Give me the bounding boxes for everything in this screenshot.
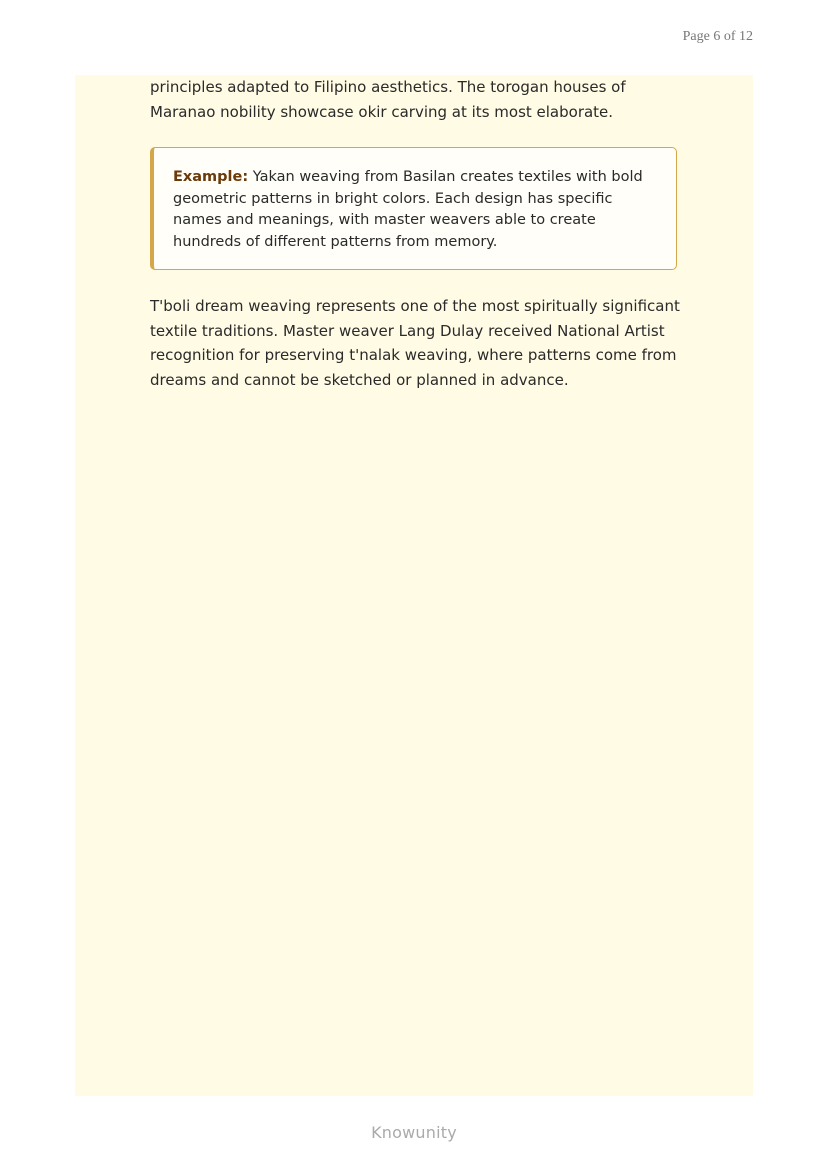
example-callout (150, 147, 677, 270)
closing-paragraph: T'boli dream weaving represents one of the most spiritually significant textile traditions. Master weaver Lang Dulay received National Artist recognition for preserving t'nalak weaving, where patterns come from dreams and cannot be sketched or planned in advance. (150, 297, 680, 389)
example-text: Yakan weaving from Basilan creates textiles with bold geometric patterns in bright colors. Each design has specific names and meanings, with master weavers able to create hundreds of different patterns from memory. (173, 169, 643, 251)
page-number: Page 6 of 12 (682, 29, 753, 44)
footer-brand: Knowunity (371, 1123, 457, 1142)
example-label: Example: (173, 169, 249, 185)
intro-paragraph: principles adapted to Filipino aesthetics. The torogan houses of Maranao nobility showcase okir carving at its most elaborate. (150, 78, 626, 121)
content-area (75, 75, 753, 1096)
